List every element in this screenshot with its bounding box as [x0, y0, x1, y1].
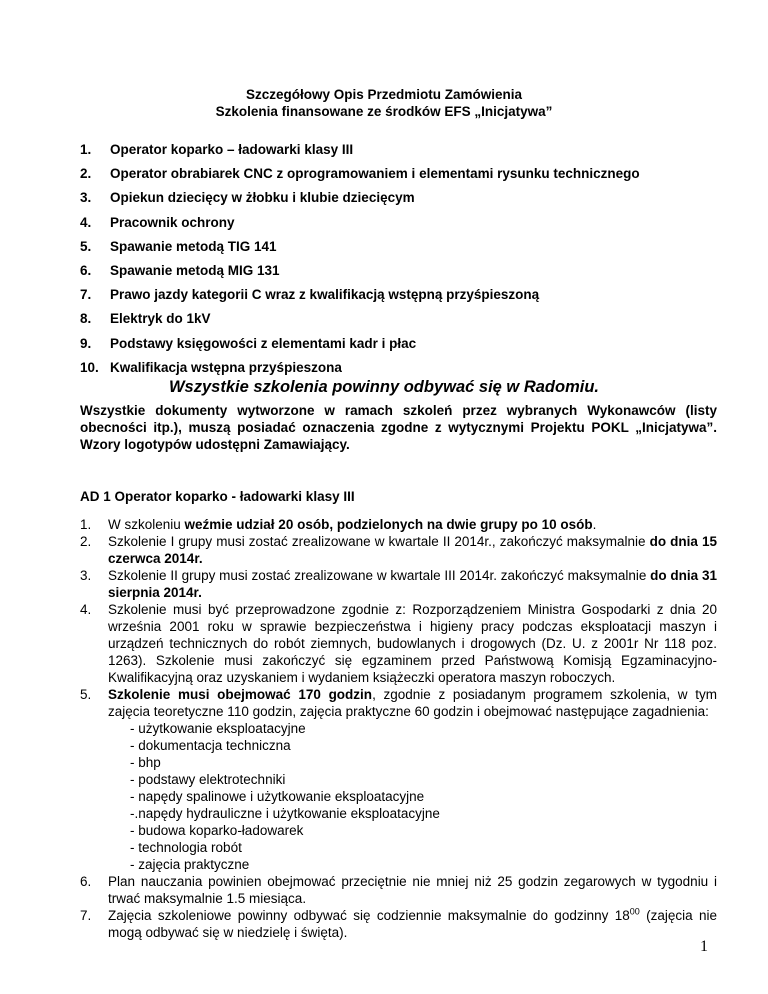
topic-item: - bhp	[130, 755, 161, 770]
location-note: Wszystkie szkolenia powinny odbywać się w Radomiu.	[168, 378, 600, 396]
topic-item: - budowa koparko-ładowarek	[130, 823, 304, 838]
topics-list	[108, 720, 717, 873]
course-list	[80, 140, 720, 382]
documents-note: Wszystkie dokumenty wytworzone w ramach szkoleń przez wybranych Wykonawców (listy obecności itp.), muszą posiadać oznaczenia zgodne z wytycznymi Projektu POKL „Inicjatywa”. Wzory logotypów udostępni Zamawiający.	[80, 403, 717, 452]
list-item: 4. Szkolenie musi być przeprowadzone zgodnie z: Rozporządzeniem Ministra Gospodarki z dnia 20 września 2001 roku w sprawie bezpieczeństwa i higieny pracy podczas eksploatacji maszyn i urządzeń technicznych do robót ziemnych, budowlanych i drogowych (Dz. U. z 2001r Nr 118 poz. 1263). Szkolenie musi zakończyć się egzaminem przed Państwową Komisją Egzaminacyjno-Kwalifikacyjną oraz uzyskaniem i wydaniem książeczki operatora maszyn roboczych.	[80, 602, 717, 685]
topic-item: - zajęcia praktyczne	[130, 857, 250, 872]
document-title: Szczegółowy Opis Przedmiotu Zamówienia	[245, 87, 523, 102]
topic-item: - użytkowanie eksploatacyjne	[130, 721, 306, 736]
course-item: 3. Opiekun dziecięcy w żłobku i klubie dziecięcym	[80, 190, 415, 206]
list-item: 1. W szkoleniu weźmie udział 20 osób, podzielonych na dwie grupy po 10 osób.	[80, 517, 597, 532]
course-item: 10. Kwalifikacja wstępna przyśpieszona	[80, 359, 342, 375]
topic-item: - podstawy elektrotechniki	[130, 772, 286, 787]
section-heading: AD 1 Operator koparko - ładowarki klasy III	[80, 489, 355, 504]
list-item: 5. Szkolenie musi obejmować 170 godzin, zgodnie z posiadanym programem szkolenia, w tym zajęcia teoretyczne 110 godzin, zajęcia praktyczne 60 godzin i obejmować następujące zagadnienia: - użytkowanie eksploatacyjne - dokumentacja techniczna - bhp - podstawy elektrotechniki - napędy spalinowe i użytkowanie eksploatacyjne -.napędy hydrauliczne i użytkowanie eksploatacyjne - budowa koparko-ładowarek - technologia robót - zajęcia praktyczne	[80, 687, 717, 872]
requirements-list	[80, 516, 717, 941]
course-item: 2. Operator obrabiarek CNC z oprogramowaniem i elementami rysunku technicznego	[80, 166, 640, 182]
course-item: 7. Prawo jazdy kategorii C wraz z kwalifikacją wstępną przyśpieszoną	[80, 287, 540, 303]
document-subtitle: Szkolenia finansowane ze środków EFS „Inicjatywa”	[215, 104, 553, 119]
course-item: 5. Spawanie metodą TIG 141	[80, 238, 277, 254]
list-item: 3. Szkolenie II grupy musi zostać zrealizowane w kwartale III 2014r. zakończyć maksymalnie do dnia 31 sierpnia 2014r.	[80, 568, 717, 600]
list-item: 7. Zajęcia szkoleniowe powinny odbywać się codziennie maksymalnie do godzinny $18^{00}$ (zajęcia nie mogą odbywać się w niedzielę i święta).	[80, 906, 717, 940]
list-item: 6. Plan nauczania powinien obejmować przeciętnie nie mniej niż 25 godzin zegarowych w tygodniu i trwać maksymalnie 1.5 miesiąca.	[80, 874, 717, 906]
course-item: 4. Pracownik ochrony	[80, 214, 235, 230]
topic-item: - dokumentacja techniczna	[130, 738, 291, 753]
course-item: 1. Operator koparko – ładowarki klasy III	[80, 142, 354, 157]
topic-item: - napędy spalinowe i użytkowanie eksploatacyjne	[130, 789, 425, 804]
course-item: 8. Elektryk do 1kV	[80, 311, 211, 327]
topic-item: - technologia robót	[130, 840, 242, 855]
course-item: 9. Podstawy księgowości z elementami kadr i płac	[80, 335, 417, 351]
list-item: 2. Szkolenie I grupy musi zostać zrealizowane w kwartale II 2014r., zakończyć maksymalnie do dnia 15 czerwca 2014r.	[80, 534, 717, 566]
topic-item: -.napędy hydrauliczne i użytkowanie eksploatacyjne	[130, 806, 440, 821]
page-number: 1	[700, 938, 708, 955]
course-item: 6. Spawanie metodą MIG 131	[80, 262, 280, 278]
